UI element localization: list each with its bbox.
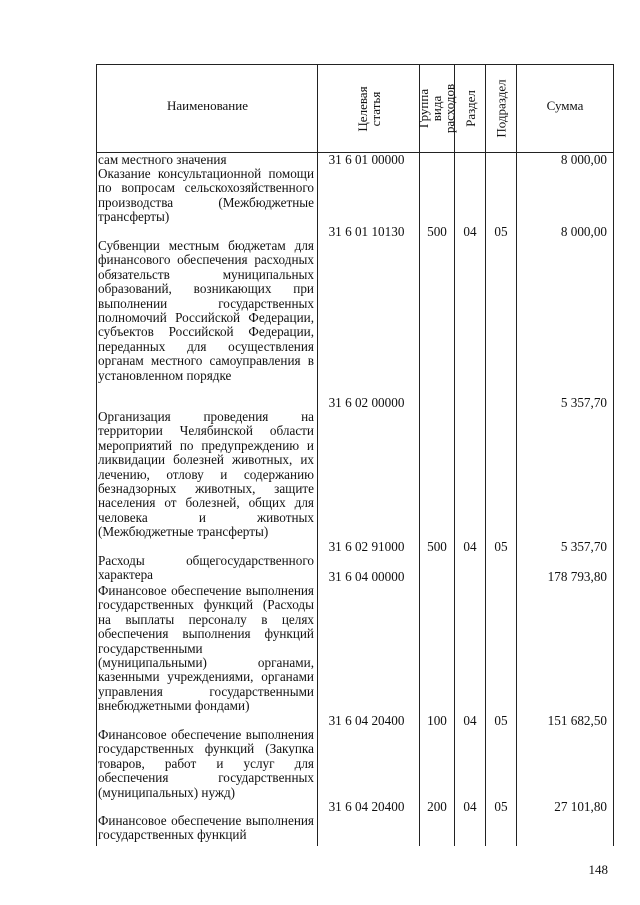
column-divider-code: [419, 64, 420, 846]
row-amount: 8 000,00: [560, 152, 607, 167]
table-left-border: [96, 64, 97, 846]
column-divider-section: [485, 64, 486, 846]
row-group: 500: [427, 539, 447, 554]
row-amount: 5 357,70: [560, 395, 607, 410]
row-amount: 5 357,70: [560, 539, 607, 554]
row-name: Финансовое обеспечение выполнения государственных функций: [98, 813, 314, 843]
row-code: 31 6 04 00000: [328, 569, 405, 584]
row-section: 04: [463, 713, 477, 728]
row-name: Субвенции местным бюджетам для финансового обеспечения расходных обязательств муниципальных образований, возникающих при выполнении государственных полномочий Российской Федерации, субъектов Российской Федерации, переданных для осуществления органам местного самоуправления в установленном порядке: [98, 238, 314, 383]
row-code: 31 6 02 91000: [328, 539, 405, 554]
page-number: 148: [588, 862, 608, 877]
row-subsection: 05: [494, 539, 508, 554]
header-amount: Сумма: [546, 98, 584, 113]
column-divider-subsection: [516, 64, 517, 846]
header-expense-group: Группа вида расходов: [416, 83, 458, 134]
row-subsection: 05: [494, 713, 508, 728]
header-name: Наименование: [167, 98, 248, 113]
header-subsection: Подраздел: [493, 79, 509, 138]
table-right-border: [613, 64, 614, 846]
row-code: 31 6 04 20400: [328, 713, 405, 728]
row-code: 31 6 01 00000: [328, 152, 405, 167]
row-code: 31 6 02 00000: [328, 395, 405, 410]
row-subsection: 05: [494, 224, 508, 239]
column-divider-name: [317, 64, 318, 846]
row-group: 100: [427, 713, 447, 728]
row-name: Финансовое обеспечение выполнения государственных функций (Расходы на выплаты персоналу в целях обеспечения выполнения функций государственными (муниципальными) органами, казенными учреждениями, органами управления государственными внебюджетными фондами): [98, 583, 314, 714]
row-subsection: 05: [494, 799, 508, 814]
row-name: Финансовое обеспечение выполнения государственных функций (Закупка товаров, работ и услуг для обеспечения государственных (муниципальных) нужд): [98, 727, 314, 800]
row-section: 04: [463, 799, 477, 814]
header-target-article: Целевая статья: [354, 85, 383, 132]
row-amount: 27 101,80: [554, 799, 607, 814]
row-amount: 178 793,80: [547, 569, 607, 584]
row-amount: 151 682,50: [547, 713, 607, 728]
row-name: сам местного значения: [98, 152, 227, 167]
row-group: 500: [427, 224, 447, 239]
row-section: 04: [463, 539, 477, 554]
header-section: Раздел: [462, 90, 478, 127]
row-section: 04: [463, 224, 477, 239]
row-name: Организация проведения на территории Челябинской области мероприятий по предупреждению и ликвидации болезней животных, их лечению, отлову и содержанию безнадзорных животных, защите населения от болезней, общих для человека и животных (Межбюджетные трансферты): [98, 409, 314, 540]
row-code: 31 6 01 10130: [328, 224, 405, 239]
row-code: 31 6 04 20400: [328, 799, 405, 814]
column-divider-group: [454, 64, 455, 846]
row-name: Расходы общегосударственного характера: [98, 553, 314, 583]
row-name: Оказание консультационной помощи по вопросам сельскохозяйственного производства (Межбюджетные трансферты): [98, 166, 314, 225]
row-group: 200: [427, 799, 447, 814]
row-amount: 8 000,00: [560, 224, 607, 239]
